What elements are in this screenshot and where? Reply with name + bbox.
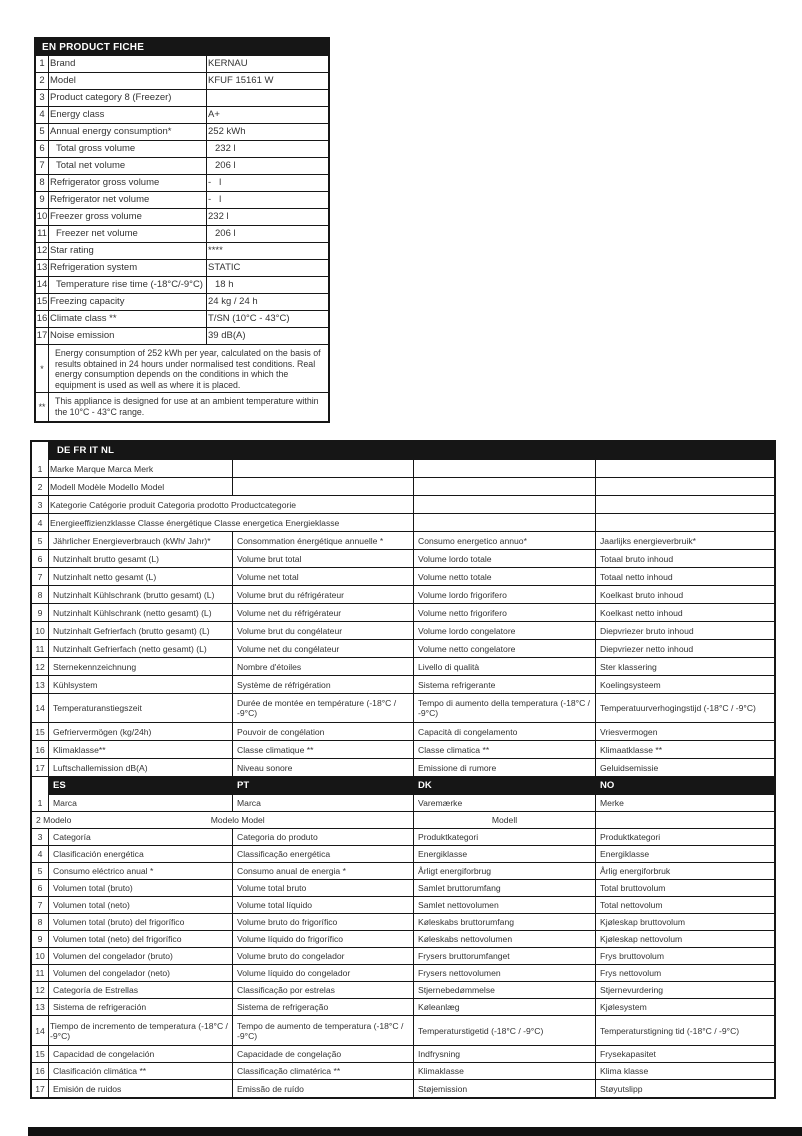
multilang-table [30,440,776,1099]
row-label-span: Energieeffizienzklasse Classe énergétique Classe energetica Energieklasse [49,514,414,531]
cell: Volume bruto do frigorífico [233,914,414,930]
cell: Nombre d'étoiles [233,658,414,675]
row-number: 12 [36,243,49,259]
row-number: 17 [36,328,49,344]
footnote-row [36,345,328,393]
cell: Volume net du congélateur [233,640,414,657]
table-row [32,897,774,914]
cell: Marke Marque Marca Merk [49,460,233,477]
cell: Kjølesystem [600,1002,647,1012]
row-value: 24 kg / 24 h [208,296,258,307]
row-number: 8 [36,175,49,191]
table-row [36,124,328,141]
cell [596,496,774,513]
table-row [32,1046,774,1063]
cell [414,514,596,531]
footnote-text: Energy consumption of 252 kWh per year, calculated on the basis of results obtained in 24 hours under normalised test conditions. Real energy consumption depends on the conditions in which the equipment is used as well as where it is placed. [55,348,321,390]
row-number: 12 [32,982,49,998]
table-row [36,260,328,277]
row-value: **** [208,245,223,256]
cell: Frysers bruttorumfanget [414,948,596,964]
table-row [32,694,774,723]
cell: Støjemission [414,1080,596,1097]
cell: Årligt energiforbrug [414,863,596,879]
row-number: 13 [32,999,49,1015]
row-label: Temperature rise time (-18°C/-9°C) [49,277,207,293]
cell: Consumo anual de energia * [233,863,414,879]
row-value: 232 l [215,143,236,154]
row-number: 2 [32,478,49,495]
row-value: T/SN (10°C - 43°C) [208,313,290,324]
table-row [32,478,774,496]
table-row [32,759,774,777]
merged-center-label: Modelo Model [210,815,265,825]
row-number: 11 [32,640,49,657]
table-row [32,1080,774,1097]
row-value: 206 l [215,228,236,239]
cell: Temperaturstigetid (-18°C / -9°C) [414,1016,596,1045]
cell: Consommation énergétique annuelle * [233,532,414,549]
row-number: 6 [32,880,49,896]
cell: Sistema de refrigeración [49,999,233,1015]
cell: Klima klasse [600,1066,649,1076]
table-row [32,496,774,514]
lang-table-1-header [32,442,774,460]
row-number: 2 [36,73,49,89]
row-label: Annual energy consumption* [49,124,207,140]
row-number: 4 [32,846,49,862]
table-row [36,107,328,124]
cell: Modell [414,812,596,828]
cell: Klimaklasse** [49,741,233,758]
row-number: 14 [32,1016,49,1045]
cell: Stjernevurdering [600,985,664,995]
cell: Frys nettovolum [600,968,662,978]
cell: Modell Modèle Modello Model [49,478,233,495]
table-row [32,846,774,863]
row-value: STATIC [208,262,241,273]
row-number: 17 [32,1080,49,1097]
lang-table-1-body [32,460,774,777]
cell: Categoria do produto [233,829,414,845]
table-row [32,812,774,829]
cell: Jaarlijks energieverbruik* [600,535,697,546]
row-number: 15 [36,294,49,310]
row-number: 12 [32,658,49,675]
row-label: Refrigeration system [49,260,207,276]
cell [414,496,596,513]
row-number: 10 [32,948,49,964]
cell: Volume lordo frigorifero [414,586,596,603]
cell: Tempo de aumento de temperatura (-18°C / -9°C) [233,1016,414,1045]
cell [414,478,596,495]
row-number: 14 [32,694,49,722]
row-label: Brand [49,56,207,72]
cell: Koelkast netto inhoud [600,607,683,618]
cell: Kühlsystem [49,676,233,693]
header-dk: DK [414,777,596,795]
row-number: 15 [32,1046,49,1062]
cell: Volume líquido do congelador [233,965,414,981]
cell: Merke [600,798,624,808]
row-number: 3 [36,90,49,106]
table-row [36,90,328,107]
cell: Køleskabs bruttorumfang [414,914,596,930]
cell: Categoría [49,829,233,845]
table-row [32,914,774,931]
page-edge-bar [28,1127,802,1136]
row-number: 13 [36,260,49,276]
row-number: 6 [36,141,49,157]
table-row [32,640,774,658]
row-number: 9 [32,931,49,947]
cell: Tiempo de incremento de temperatura (-18°C / -9°C) [49,1016,233,1045]
table-row [36,175,328,192]
row-label: Total gross volume [49,141,207,157]
row-number: 5 [32,863,49,879]
cell: Livello di qualità [414,658,596,675]
table-row [32,795,774,812]
row-value: 18 h [215,279,234,290]
table-row [32,658,774,676]
row-number: 11 [32,965,49,981]
table-row [32,676,774,694]
table-row [32,880,774,897]
row-value: KFUF 15161 W [208,75,274,86]
cell: Capacità di congelamento [414,723,596,740]
cell [414,460,596,477]
cell: Classe climatica ** [414,741,596,758]
cell: Produktkategori [414,829,596,845]
table-row [36,277,328,294]
row-label: Freezing capacity [49,294,207,310]
cell: Nutzinhalt netto gesamt (L) [49,568,233,585]
row-number: 10 [32,622,49,639]
table-row [32,460,774,478]
en-product-fiche-table [34,37,330,423]
cell: Classificação climatérica ** [233,1063,414,1079]
cell: Gefriervermögen (kg/24h) [49,723,233,740]
cell: Volume net du réfrigérateur [233,604,414,621]
cell: Niveau sonore [233,759,414,776]
row-label: Climate class ** [49,311,207,327]
row-value: KERNAU [208,58,248,69]
cell: Årlig energiforbruk [600,866,671,876]
row-number: 13 [32,676,49,693]
cell: Emisión de ruidos [49,1080,233,1097]
cell: Volume brut total [233,550,414,567]
cell: Consumo eléctrico anual * [49,863,233,879]
lang-table-2-header [32,777,774,795]
row-number: 14 [36,277,49,293]
table-row [36,209,328,226]
cell: Frysers nettovolumen [414,965,596,981]
cell: Volume netto congelatore [414,640,596,657]
row-label: Freezer gross volume [49,209,207,225]
row-value: 39 dB(A) [208,330,246,341]
cell: Volume total bruto [233,880,414,896]
table-row [36,141,328,158]
cell: Energiklasse [600,849,650,859]
table-row [32,604,774,622]
row-number: 7 [32,897,49,913]
cell: Nutzinhalt Kühlschrank (brutto gesamt) (L) [49,586,233,603]
row-number: 5 [32,532,49,549]
cell: Nutzinhalt Gefrierfach (netto gesamt) (L) [49,640,233,657]
table-row [36,311,328,328]
en-table-footnotes [36,345,328,421]
row-number: 9 [32,604,49,621]
cell [233,478,414,495]
cell: Klimaklasse [414,1063,596,1079]
table-row [32,982,774,999]
footnote-text: This appliance is designed for use at an ambient temperature within the 10°C - 43°C range. [55,396,319,417]
cell: Samlet nettovolumen [414,897,596,913]
cell: Total bruttovolum [600,883,666,893]
row-value: - l [208,194,222,205]
cell: Volumen total (bruto) del frigorífico [49,914,233,930]
row-number: 4 [36,107,49,123]
cell: Total nettovolum [600,900,663,910]
cell: Klimaatklasse ** [600,744,663,755]
cell: Consumo energetico annuo* [414,532,596,549]
cell: Volume total líquido [233,897,414,913]
cell: Kjøleskap bruttovolum [600,917,686,927]
table-row [36,56,328,73]
table-row [32,741,774,759]
table-row [32,931,774,948]
row-value: A+ [208,109,220,120]
row-label: Freezer net volume [49,226,207,242]
lang-table-1-title: DE FR IT NL [49,442,774,460]
cell: Tempo di aumento della temperatura (-18°C / -9°C) [414,694,596,722]
table-row [32,1063,774,1080]
cell: Marca [233,795,414,811]
cell: Diepvriezer bruto inhoud [600,625,694,636]
cell: Volumen total (neto) [49,897,233,913]
row-value [207,90,328,106]
row-number: 6 [32,550,49,567]
header-pt: PT [233,777,414,795]
table-row [32,965,774,982]
cell: Indfrysning [414,1046,596,1062]
table-row [32,1016,774,1046]
row-number-and-label: 2 Modelo [36,815,72,825]
cell: Emissione di rumore [414,759,596,776]
cell: Volume lordo totale [414,550,596,567]
cell: Temperatuurverhogingstijd (-18°C / -9°C) [600,703,756,713]
row-label: Total net volume [49,158,207,174]
cell: Koelingsysteem [600,679,661,690]
row-number: 9 [36,192,49,208]
cell: Volume netto totale [414,568,596,585]
table-row [36,192,328,209]
row-number: 16 [32,741,49,758]
cell: Pouvoir de congélation [233,723,414,740]
row-number: 4 [32,514,49,531]
cell: Volume net total [233,568,414,585]
row-label: Product category 8 (Freezer) [49,90,207,106]
cell [233,460,414,477]
cell: Volume bruto do congelador [233,948,414,964]
header-es: ES [49,777,233,795]
footnote-marker: * [36,345,49,392]
header-no: NO [596,777,774,795]
cell: Samlet bruttorumfang [414,880,596,896]
cell: Støyutslipp [600,1083,643,1094]
row-number: 1 [36,56,49,72]
cell: Energiklasse [414,846,596,862]
table-row [32,568,774,586]
table-row [32,514,774,532]
table-row [36,243,328,260]
cell: Ster klassering [600,661,657,672]
en-table-title-bar: EN PRODUCT FICHE [36,39,328,56]
row-number: 11 [36,226,49,242]
row-number: 7 [32,568,49,585]
header-number-cell [32,442,49,460]
footnote-marker: ** [36,393,49,421]
table-row [36,328,328,345]
table-row [36,73,328,90]
cell: Kjøleskap nettovolum [600,934,683,944]
table-row [32,532,774,550]
table-row [36,294,328,311]
table-row [32,723,774,741]
cell [596,460,774,477]
row-number: 7 [36,158,49,174]
row-number: 3 [32,496,49,513]
cell: Volumen total (neto) del frigorífico [49,931,233,947]
row-number: 15 [32,723,49,740]
cell: Frys bruttovolum [600,951,664,961]
cell: Luftschallemission dB(A) [49,759,233,776]
row-label: Model [49,73,207,89]
row-number: 10 [36,209,49,225]
row-value: - l [208,177,222,188]
footnote-row [36,393,328,421]
lang-table-2-body [32,795,774,1097]
table-row [32,586,774,604]
row-label: Refrigerator gross volume [49,175,207,191]
row-number: 1 [32,460,49,477]
cell: Temperaturstigning tid (-18°C / -9°C) [600,1025,740,1036]
cell: Frysekapasitet [600,1049,656,1059]
cell: Capacidade de congelação [233,1046,414,1062]
cell: Køleanlæg [414,999,596,1015]
cell: Classe climatique ** [233,741,414,758]
table-row [32,863,774,880]
cell: Totaal bruto inhoud [600,553,674,564]
cell: Varemærke [414,795,596,811]
cell: Sistema de refrigeração [233,999,414,1015]
cell: Volume líquido do frigorífico [233,931,414,947]
cell: Categoría de Estrellas [49,982,233,998]
cell: Classificação energética [233,846,414,862]
row-number: 8 [32,914,49,930]
table-row [32,550,774,568]
row-label: Refrigerator net volume [49,192,207,208]
cell: Volume netto frigorifero [414,604,596,621]
table-row [32,999,774,1016]
table-row [32,829,774,846]
cell: Durée de montée en température (-18°C / -9°C) [233,694,414,722]
table-row [36,158,328,175]
cell: Capacidad de congelación [49,1046,233,1062]
cell: Vriesvermogen [600,726,658,737]
en-table-body [36,56,328,345]
cell: Produktkategori [600,832,661,842]
cell: Temperaturanstiegszeit [49,694,233,722]
cell: Totaal netto inhoud [600,571,673,582]
table-row [36,226,328,243]
cell: Geluidsemissie [600,762,659,773]
row-number: 3 [32,829,49,845]
cell: Nutzinhalt Kühlschrank (netto gesamt) (L) [49,604,233,621]
cell: Køleskabs nettovolumen [414,931,596,947]
cell: Clasificación energética [49,846,233,862]
row-label: Noise emission [49,328,207,344]
cell: Système de réfrigération [233,676,414,693]
cell: Volume brut du réfrigérateur [233,586,414,603]
table-row [32,948,774,965]
cell: Clasificación climática ** [49,1063,233,1079]
row-value: 206 l [215,160,236,171]
cell: Koelkast bruto inhoud [600,589,684,600]
table-row [32,622,774,640]
row-number: 5 [36,124,49,140]
row-value: 252 kWh [208,126,246,137]
row-number: 16 [32,1063,49,1079]
cell: Nutzinhalt Gefrierfach (brutto gesamt) (L) [49,622,233,639]
row-label: Energy class [49,107,207,123]
cell [596,514,774,531]
cell: Volume lordo congelatore [414,622,596,639]
cell: Volumen del congelador (bruto) [49,948,233,964]
cell: Emissão de ruído [233,1080,414,1097]
row-number: 8 [32,586,49,603]
row-number: 16 [36,311,49,327]
cell: Diepvriezer netto inhoud [600,643,694,654]
cell: Stjernebedømmelse [414,982,596,998]
row-label-span: Kategorie Catégorie produit Categoria prodotto Productcategorie [49,496,414,513]
cell: Volumen total (bruto) [49,880,233,896]
cell: Nutzinhalt brutto gesamt (L) [49,550,233,567]
merged-model-cell [32,812,414,828]
cell [596,478,774,495]
cell [596,812,774,828]
cell: Sistema refrigerante [414,676,596,693]
cell: Volume brut du congélateur [233,622,414,639]
cell: Volumen del congelador (neto) [49,965,233,981]
cell: Jährlicher Energieverbrauch (kWh/ Jahr)* [49,532,233,549]
cell: Marca [49,795,233,811]
header-number-cell [32,777,49,795]
row-label: Star rating [49,243,207,259]
cell: Sternekennzeichnung [49,658,233,675]
row-number: 17 [32,759,49,776]
cell: Classificação por estrelas [233,982,414,998]
row-number: 1 [32,795,49,811]
row-value: 232 l [208,211,229,222]
